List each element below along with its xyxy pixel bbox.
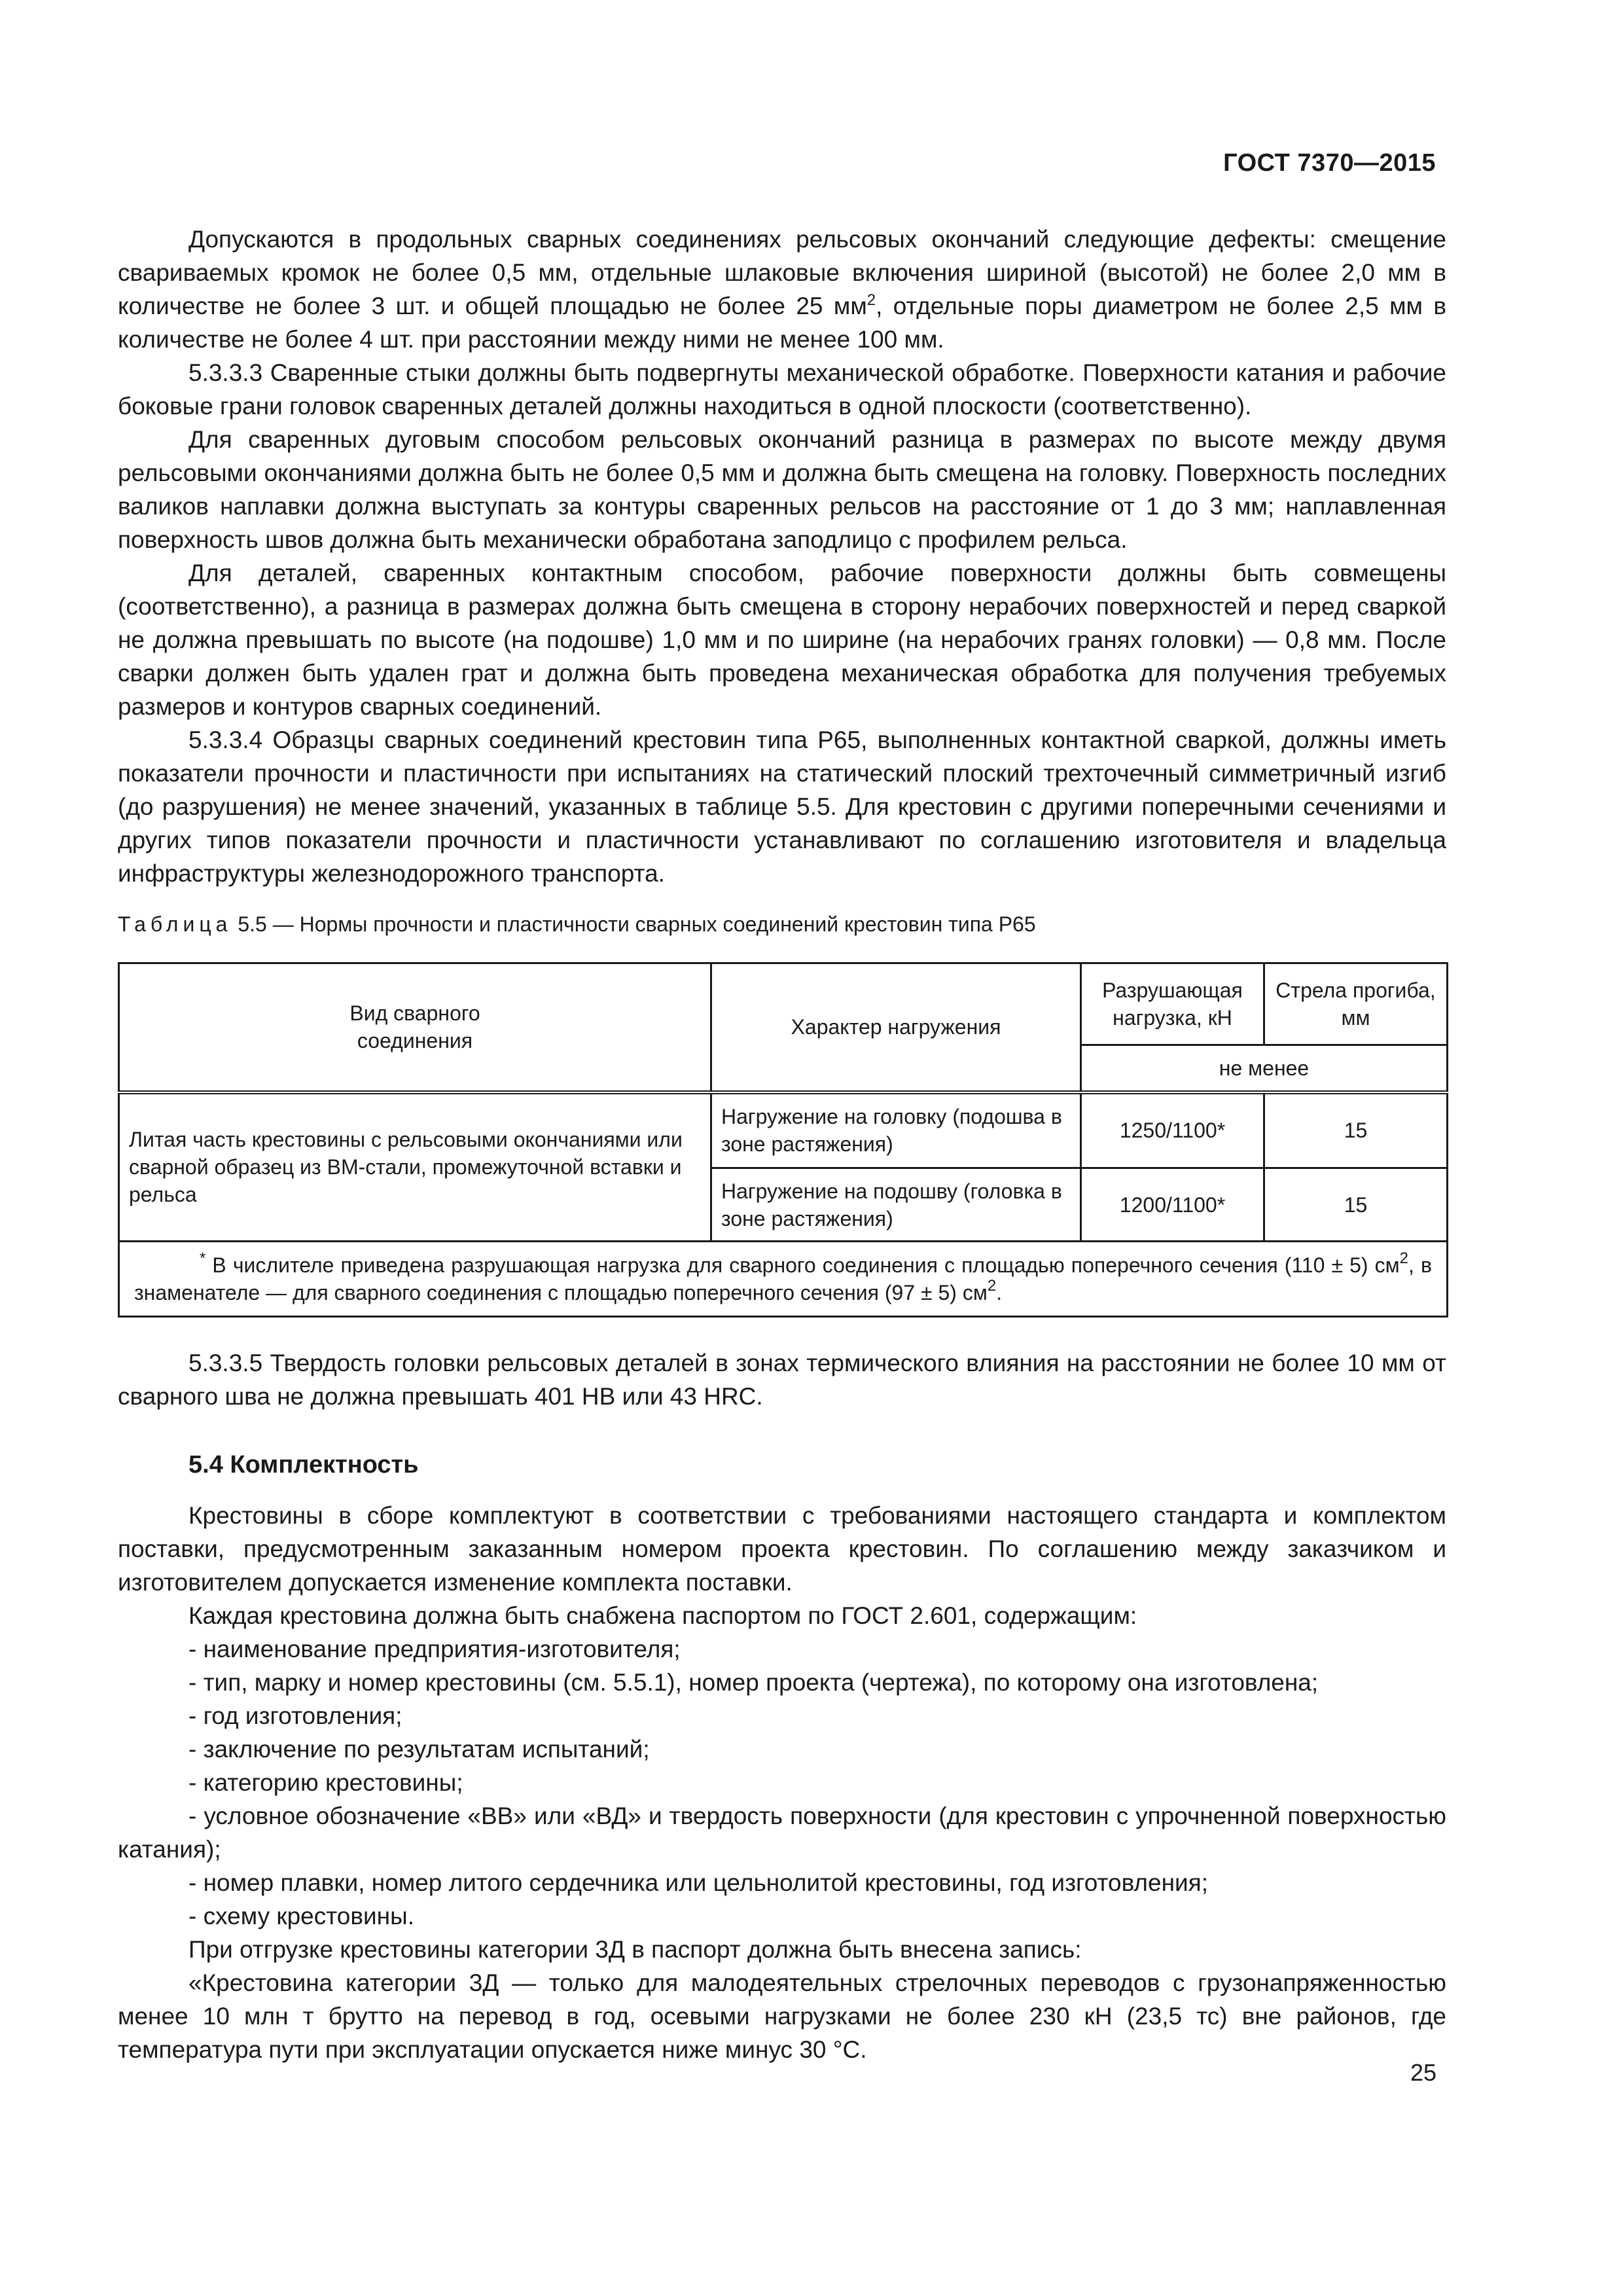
list-item: - схему крестовины. bbox=[188, 1903, 414, 1929]
superscript: 2 bbox=[866, 291, 876, 309]
header-breaking-load: Разрушающая нагрузка, кН bbox=[1081, 963, 1264, 1045]
section-title: 5.4 Комплектность bbox=[188, 1451, 419, 1479]
list-item: - категорию крестовины; bbox=[188, 1769, 463, 1796]
table-caption bbox=[118, 910, 1446, 939]
paragraph-defects bbox=[118, 223, 1446, 356]
list-item: - наименование предприятия-изготовителя; bbox=[188, 1636, 681, 1662]
table-caption-text: 5.5 — Нормы прочности и пластичности сварных соединений крестовин типа Р65 bbox=[238, 912, 1036, 936]
table-row-deflection: 15 bbox=[1264, 1092, 1448, 1168]
footnote-text: . bbox=[996, 1281, 1003, 1304]
table-row-breaking: 1200/1100* bbox=[1081, 1168, 1264, 1242]
footnote-indent bbox=[134, 1253, 200, 1277]
header-min-note: не менее bbox=[1081, 1045, 1448, 1092]
list-item: - условное обозначение «ВВ» или «ВД» и твердость поверхности (для крестовин с упрочненной поверхностью катания); bbox=[118, 1803, 1446, 1863]
header-load-character: Характер нагружения bbox=[711, 963, 1081, 1092]
document-id: ГОСТ 7370—2015 bbox=[1223, 149, 1436, 177]
paragraph-contact-welding: Для деталей, сваренных контактным способом, рабочие поверхности должны быть совмещены (соответственно), а разница в размерах должна быть смещена в сторону нерабочих поверхностей и перед сваркой не должна превышать по высоте (на подошве) 1,0 мм и по ширине (на нерабочих гранях головки) — 0,8 мм. После сварки должен быть удален грат и должна быть проведена механическая обработка для получения требуемых размеров и контуров сварных соединений. bbox=[118, 560, 1446, 720]
list-item: - номер плавки, номер литого сердечника или цельнолитой крестовины, год изготовления; bbox=[188, 1869, 1208, 1896]
table-footnote bbox=[119, 1242, 1448, 1317]
footnote-text: В числителе приведена разрушающая нагрузка для сварного соединения с площадью поперечного сечения (110 ± 5) см bbox=[205, 1253, 1400, 1277]
table-row-deflection: 15 bbox=[1264, 1168, 1448, 1242]
table-row-load: Нагружение на подошву (головка в зоне растяжения) bbox=[711, 1168, 1081, 1242]
row-label: Литая часть крестовины с рельсовыми окончаниями или сварной образец из ВМ-стали, промежуточной вставки и рельса bbox=[119, 1092, 711, 1242]
table-caption-word: Таблица bbox=[118, 912, 232, 936]
footnote-mark: * bbox=[200, 1249, 206, 1267]
list-item: - заключение по результатам испытаний; bbox=[188, 1736, 650, 1763]
header-weld-type bbox=[119, 963, 711, 1092]
paragraph-5-3-3-4: 5.3.3.4 Образцы сварных соединений крестовин типа Р65, выполненных контактной сваркой, должны иметь показатели прочности и пластичности при испытаниях на статический плоский трехточечный симметричный изгиб (до разрушения) не менее значений, указанных в таблице 5.5. Для крестовин с другими поперечными сечениями и других типов показатели прочности и пластичности устанавливают по соглашению изготовителя и владельца инфраструктуры железнодорожного транспорта. bbox=[118, 726, 1446, 887]
table-row-load: Нагружение на головку (подошва в зоне растяжения) bbox=[711, 1092, 1081, 1168]
list-item: - тип, марку и номер крестовины (см. 5.5.1), номер проекта (чертежа), по которому она изготовлена; bbox=[188, 1669, 1319, 1696]
paragraph-completeness: Крестовины в сборе комплектуют в соответствии с требованиями настоящего стандарта и комплектом поставки, предусмотренным заказанным номером проекта крестовин. По соглашению между заказчиком и изготовителем допускается изменение комплекта поставки. bbox=[118, 1502, 1446, 1596]
superscript: 2 bbox=[1399, 1249, 1409, 1267]
header-deflection: Стрела прогиба, мм bbox=[1264, 963, 1448, 1045]
page-number: 25 bbox=[1410, 2059, 1436, 2086]
header-weld-type-text: Вид сварного соединения bbox=[349, 1001, 480, 1053]
paragraph-text: , отдельные поры диаметром не более 2,5 мм в количестве не более 4 шт. при расстоянии между ними не менее 100 мм. bbox=[118, 293, 1446, 353]
paragraph-passport: Каждая крестовина должна быть снабжена паспортом по ГОСТ 2.601, содержащим: bbox=[188, 1602, 1137, 1629]
paragraph-category-3d: «Крестовина категории 3Д — только для малодеятельных стрелочных переводов с грузонапряженностью менее 10 млн т брутто на перевод в год, осевыми нагрузками не более 230 кН (23,5 тс) вне районов, где температура пути при эксплуатации опускается ниже минус 30 °С. bbox=[118, 1969, 1446, 2063]
paragraph-shipping: При отгрузке крестовины категории 3Д в паспорт должна быть внесена запись: bbox=[188, 1936, 1082, 1963]
superscript: 2 bbox=[987, 1277, 997, 1295]
footnote-text: , в знаменателе — для сварного соединения с площадью поперечного сечения (97 ± 5) см bbox=[134, 1253, 1433, 1304]
paragraph-5-3-3-3: 5.3.3.3 Сваренные стыки должны быть подвергнуты механической обработке. Поверхности катания и рабочие боковые грани головок сваренных деталей должны находиться в одной плоскости (соответственно). bbox=[118, 359, 1446, 420]
list-item: - год изготовления; bbox=[188, 1702, 402, 1729]
table-row-breaking: 1250/1100* bbox=[1081, 1092, 1264, 1168]
paragraph-5-3-3-5: 5.3.3.5 Твердость головки рельсовых деталей в зонах термического влияния на расстоянии не более 10 мм от сварного шва не должна превышать 401 НВ или 43 HRC. bbox=[118, 1350, 1446, 1410]
strength-table bbox=[118, 962, 1448, 1318]
paragraph-arc-welding: Для сваренных дуговым способом рельсовых окончаний разница в размерах по высоте между двумя рельсовыми окончаниями должна быть не более 0,5 мм и должна быть смещена на головку. Поверхность последних валиков наплавки должна выступать за контуры сваренных рельсов на расстояние от 1 до 3 мм; наплавленная поверхность швов должна быть механически обработана заподлицо с профилем рельса. bbox=[118, 426, 1446, 553]
page-content bbox=[118, 223, 1446, 2066]
paragraph-text: Допускаются в продольных сварных соединениях рельсовых окончаний следующие дефекты: смещение свариваемых кромок не более 0,5 мм, отдельные шлаковые включения шириной (высотой) не более 2,0 мм в количестве не более 3 шт. и общей площадью не более 25 мм bbox=[118, 226, 1446, 319]
